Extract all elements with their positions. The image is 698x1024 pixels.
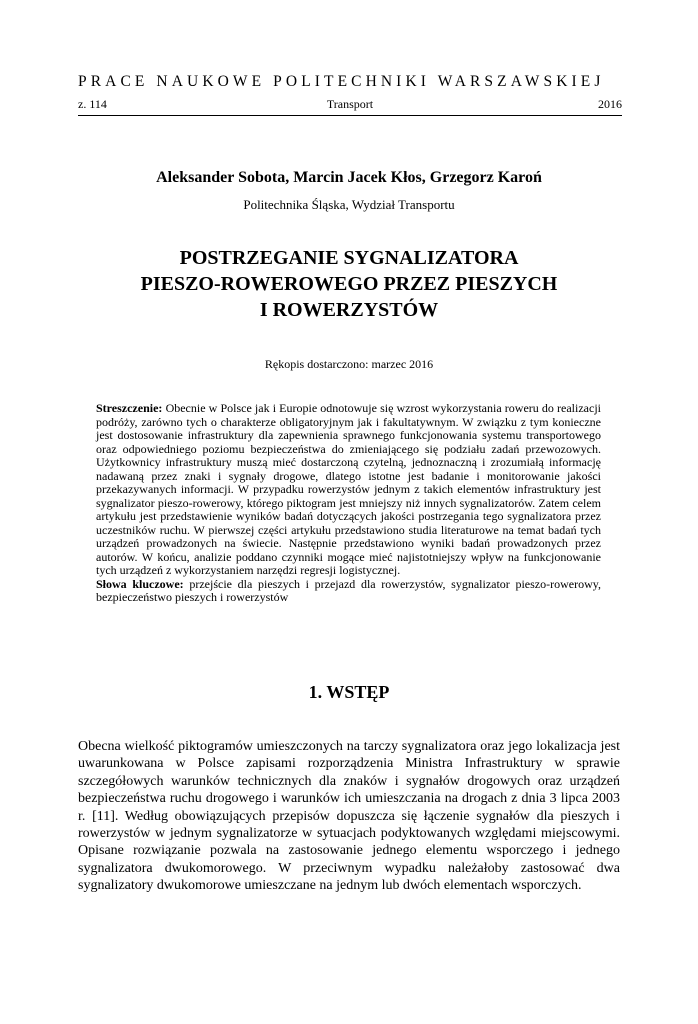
title-line: I ROWERZYSTÓW — [259, 299, 439, 321]
keywords-label: Słowa kluczowe: — [96, 576, 184, 591]
keywords-text: przejście dla pieszych i przejazd dla rowerzystów, sygnalizator pieszo-rowerowy, bezpieczeństwo pieszych i rowerzystów — [96, 576, 601, 604]
paper-title — [60, 245, 638, 323]
body-text — [78, 738, 620, 895]
issue-number: z. 114 — [78, 97, 107, 111]
journal-title: PRACE NAUKOWE POLITECHNIKI WARSZAWSKIEJ — [78, 73, 605, 90]
header-rule — [78, 115, 622, 116]
abstract-label: Streszczenie: — [96, 401, 163, 415]
title-line: POSTRZEGANIE SYGNALIZATORA — [179, 247, 519, 269]
abstract-text: Obecnie w Polsce jak i Europie odnotowuje się wzrost wykorzystania roweru do realizacji podróży, zarówno tych o charakterze obligatoryjnym jak i fakultatywnym. W związku z tym konieczne jest dostosowanie infrastruktury dla zapewnienia sprawnego funkcjonowania systemu transportowego oraz odpowiedniego poziomu bezpieczeństwa do zmieniającego się podziału zadań przewozowych. Użytkownicy infrastruktury muszą mieć dostarczoną czytelną, jednoznaczną i zrozumiałą informację nadawaną przez znaki i sygnały drogowe, dlatego istotne jest badanie i monitorowanie jakości przekazywanych informacji. W przypadku rowerzystów jednym z takich elementów infrastruktury jest sygnalizator pieszo-rowerowy, którego piktogram jest mniejszy niż innych sygnalizatorów. Zatem celem artykułu jest przedstawienie wyników badań dotyczących jakości postrzegania tego sygnalizatora przez uczestników ruchu. W pierwszej części artykułu przedstawiono studia literaturowe na temat badań tych urządzeń prowadzonych na świecie. Następnie przedstawiono wyniki badań prowadzonych przez autorów. W końcu, analizie poddano czynniki mogące mieć najistotniejszy wpływ na funkcjonowanie tych urządzeń z wykorzystaniem narzędzi regresji logistycznej. — [96, 401, 601, 577]
abstract — [96, 402, 601, 605]
body-paragraph: Obecna wielkość piktogramów umieszczonych na tarczy sygnalizatora oraz jego lokalizacja jest uwarunkowana w Polsce zapisami rozporządzenia Ministra Infrastruktury w sprawie szczegółowych warunków technicznych dla znaków i sygnałów drogowych oraz urządzeń bezpieczeństwa ruchu drogowego i warunków ich umieszczania na drogach z dnia 3 lipca 2003 r. [11]. Według obowiązujących przepisów dopuszcza się łączenie sygnałów dla pieszych i rowerzystów w jednym sygnalizatorze w sytuacjach podyktowanych względami miejscowymi. Opisane rozwiązanie pozwala na zastosowanie jednego elementu wsporczego i jednego sygnalizatora dwukomorowego. W przeciwnym wypadku należałoby zastosować dwa sygnalizatory dwukomorowe umieszczane na jednym lub dwóch elementach wsporczych. — [78, 739, 620, 894]
affiliation: Politechnika Śląska, Wydział Transportu — [243, 197, 455, 212]
section-heading: 1. WSTĘP — [308, 682, 390, 702]
title-line: PIESZO-ROWEROWEGO PRZEZ PIESZYCH — [140, 273, 558, 295]
authors: Aleksander Sobota, Marcin Jacek Kłos, Grzegorz Karoń — [156, 169, 542, 186]
received-date: Rękopis dostarczono: marzec 2016 — [264, 357, 434, 371]
publication-year: 2016 — [598, 97, 622, 111]
abstract-paragraph — [96, 402, 601, 578]
series-name: Transport — [326, 97, 374, 111]
keywords-paragraph — [96, 578, 601, 605]
